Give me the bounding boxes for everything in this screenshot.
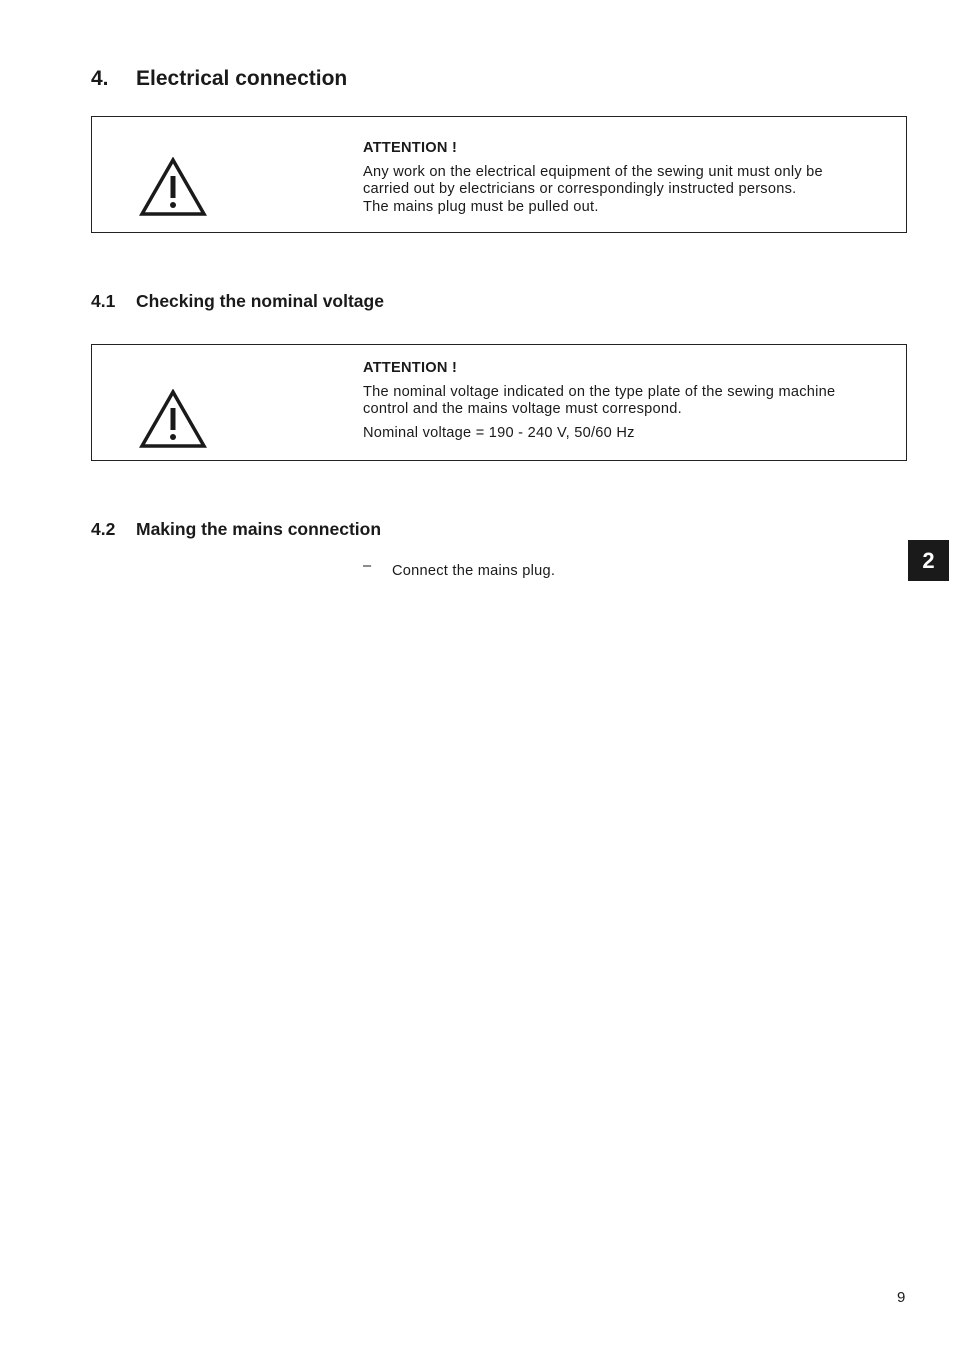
subsection-title: Making the mains connection (136, 519, 382, 539)
attention-label: ATTENTION ! (363, 140, 458, 156)
notice-line: carried out by electricians or correspondingly instructed persons. (363, 181, 797, 197)
subsection-heading-4-1 (91, 291, 384, 312)
attention-label: ATTENTION ! (363, 360, 458, 376)
section-title: Electrical connection (136, 67, 348, 90)
section-heading (91, 67, 347, 91)
list-dash: – (363, 558, 372, 574)
page-number: 9 (897, 1289, 906, 1306)
chapter-tab: 2 (908, 540, 949, 581)
subsection-heading-4-2 (91, 519, 381, 540)
notice-line: The mains plug must be pulled out. (363, 198, 599, 215)
notice-line: Nominal voltage = 190 - 240 V, 50/60 Hz (363, 424, 635, 441)
subsection-number: 4.1 (91, 291, 116, 311)
subsection-number: 4.2 (91, 519, 116, 539)
section-number: 4. (91, 67, 109, 90)
warning-triangle-icon (139, 389, 207, 449)
subsection-title: Checking the nominal voltage (136, 291, 384, 311)
notice-line: Any work on the electrical equipment of the sewing unit must only be (363, 163, 823, 180)
notice-line: control and the mains voltage must correspond. (363, 401, 682, 417)
warning-triangle-icon (139, 157, 207, 217)
attention-notice-electrical-work (91, 116, 907, 233)
instruction-text: Connect the mains plug. (392, 563, 556, 579)
notice-line: The nominal voltage indicated on the type plate of the sewing machine (363, 383, 836, 400)
attention-notice-nominal-voltage (91, 344, 907, 461)
